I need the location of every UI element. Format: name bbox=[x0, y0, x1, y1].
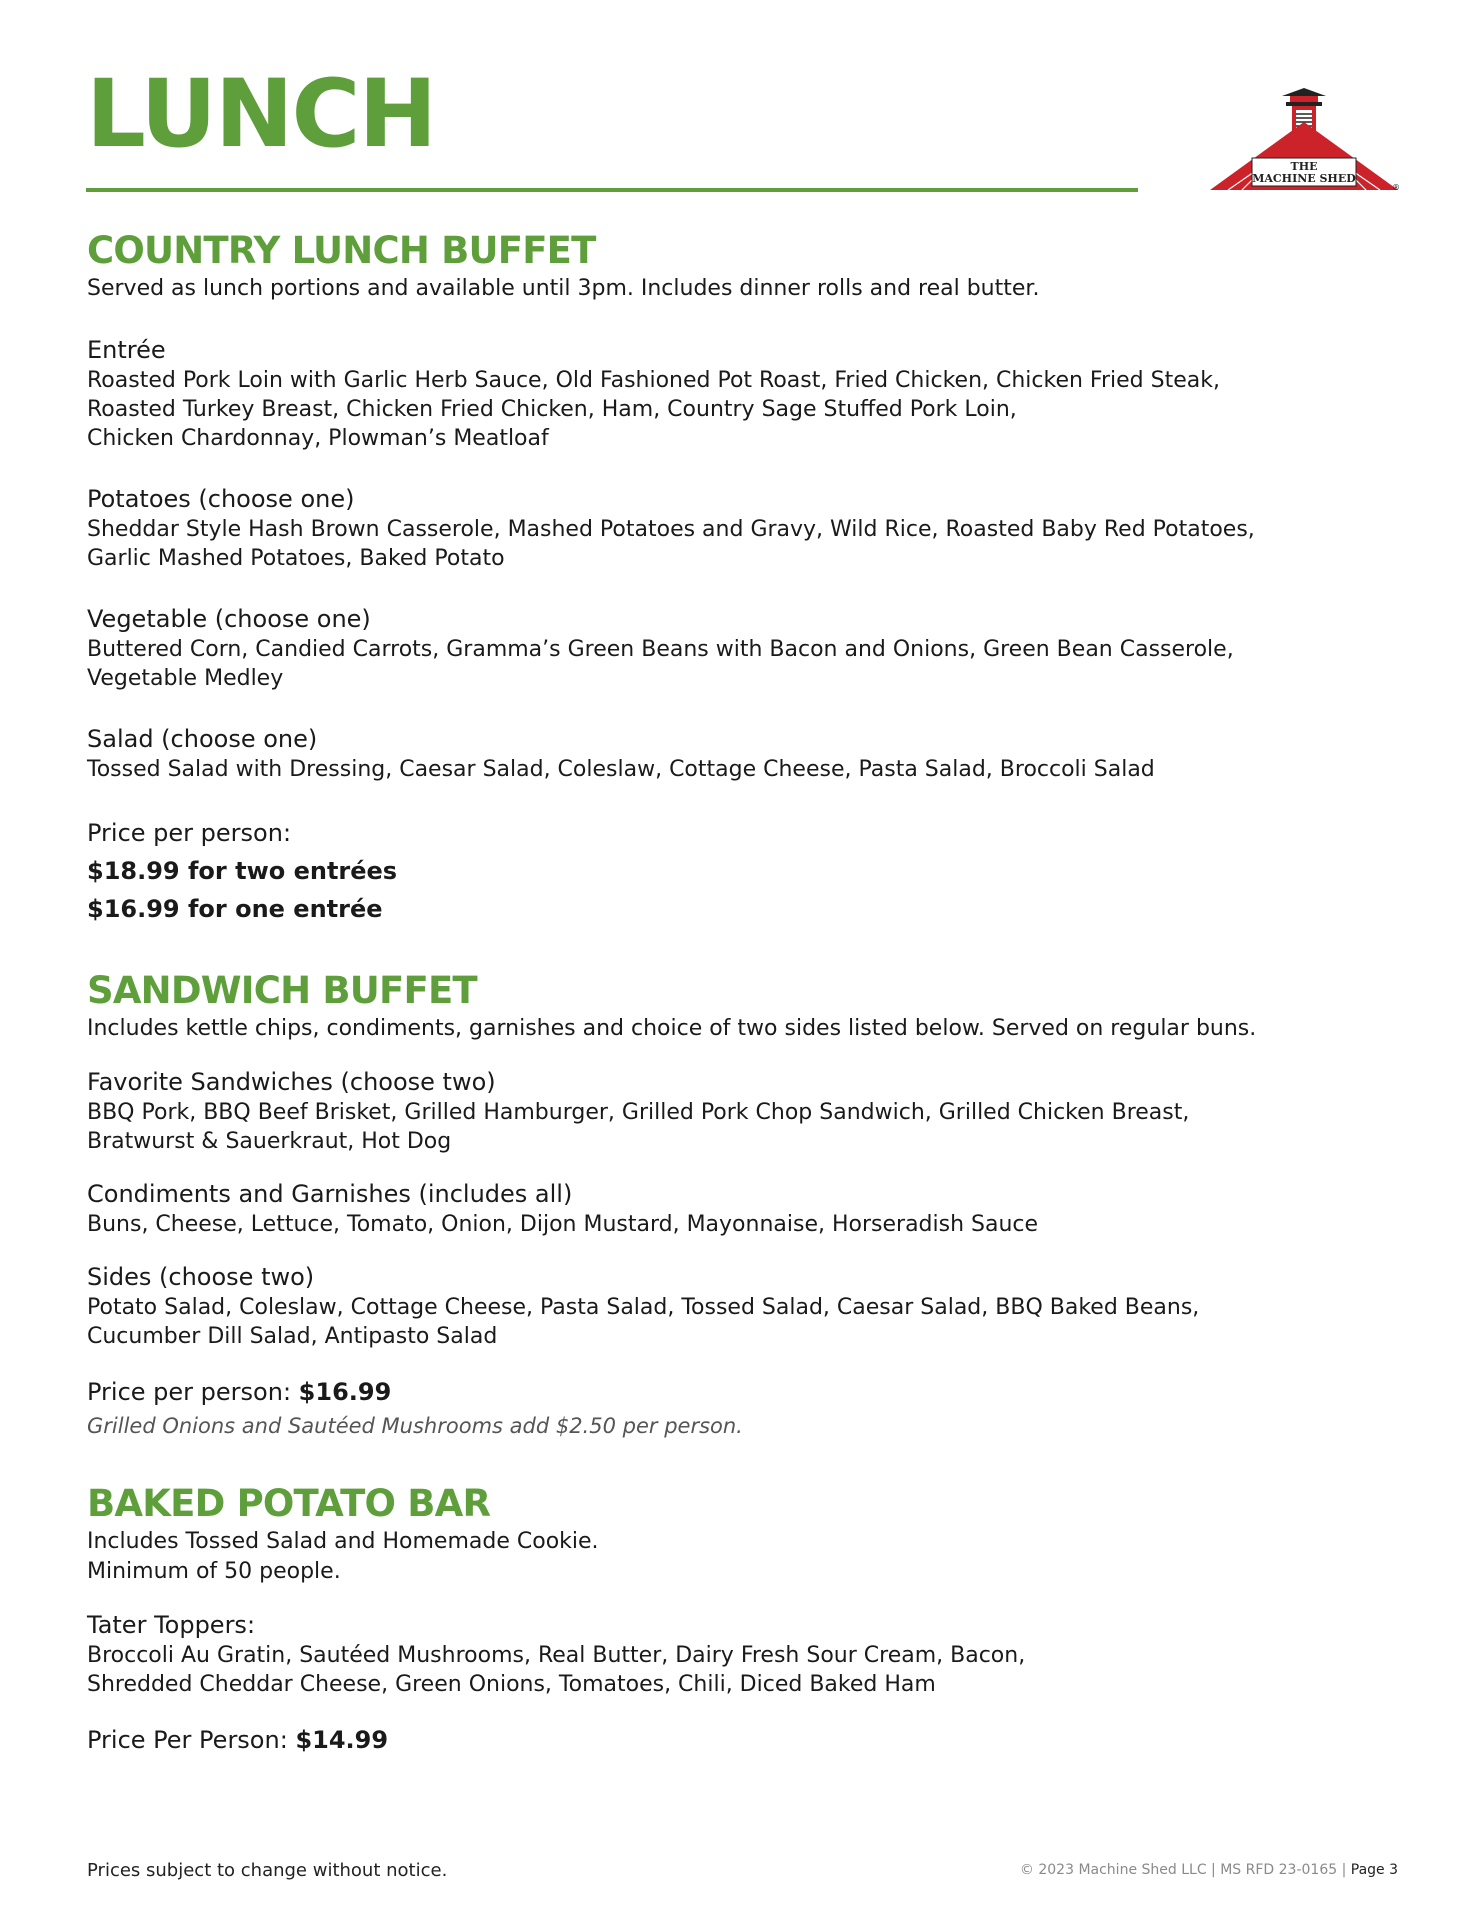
section-title: BAKED POTATO BAR bbox=[87, 1482, 491, 1525]
vegetable-line: Vegetable Medley bbox=[87, 666, 284, 691]
title-divider bbox=[86, 188, 1138, 192]
sides-line: Potato Salad, Coleslaw, Cottage Cheese, Pasta Salad, Tossed Salad, Caesar Salad, BBQ Baked Beans, bbox=[87, 1295, 1200, 1320]
toppers-heading: Tater Toppers: bbox=[87, 1611, 256, 1639]
price-label: Price per person: bbox=[87, 1378, 292, 1406]
logo-line2: MACHINE SHED bbox=[1252, 172, 1356, 185]
baked-potato-bar-section bbox=[87, 1481, 1407, 1759]
entree-heading: Entrée bbox=[87, 336, 166, 364]
potatoes-line: Garlic Mashed Potatoes, Baked Potato bbox=[87, 546, 505, 571]
section-intro: Minimum of 50 people. bbox=[87, 1559, 341, 1584]
price-label: Price per person: bbox=[87, 819, 292, 847]
sides-line: Cucumber Dill Salad, Antipasto Salad bbox=[87, 1324, 498, 1349]
copyright-text: © 2023 Machine Shed LLC | MS RFD 23-0165 | bbox=[1019, 1862, 1351, 1878]
price-line bbox=[87, 1721, 1407, 1759]
section-intro: Includes kettle chips, condiments, garnishes and choice of two sides listed below. Served on regular buns. bbox=[87, 1016, 1257, 1041]
favorites-line: BBQ Pork, BBQ Beef Brisket, Grilled Hamburger, Grilled Pork Chop Sandwich, Grilled Chicken Breast, bbox=[87, 1100, 1190, 1125]
price-value: $14.99 bbox=[295, 1726, 389, 1754]
price-label: Price Per Person: bbox=[87, 1726, 288, 1754]
potatoes-heading: Potatoes (choose one) bbox=[87, 485, 355, 513]
footer-disclaimer: Prices subject to change without notice. bbox=[87, 1860, 448, 1881]
section-title: SANDWICH BUFFET bbox=[87, 969, 477, 1012]
condiments-heading: Condiments and Garnishes (includes all) bbox=[87, 1180, 573, 1208]
favorites-line: Bratwurst & Sauerkraut, Hot Dog bbox=[87, 1129, 452, 1154]
section-intro: Served as lunch portions and available until 3pm. Includes dinner rolls and real butter. bbox=[87, 276, 1040, 301]
condiments-line: Buns, Cheese, Lettuce, Tomato, Onion, Dijon Mustard, Mayonnaise, Horseradish Sauce bbox=[87, 1212, 1039, 1237]
price-line bbox=[87, 1373, 1407, 1411]
page-number: Page 3 bbox=[1350, 1862, 1398, 1878]
entree-line: Chicken Chardonnay, Plowman’s Meatloaf bbox=[87, 426, 549, 451]
country-lunch-buffet-section bbox=[87, 228, 1407, 928]
entree-line: Roasted Pork Loin with Garlic Herb Sauce, Old Fashioned Pot Roast, Fried Chicken, Chicken Fried Steak, bbox=[87, 368, 1220, 393]
vegetable-heading: Vegetable (choose one) bbox=[87, 605, 371, 633]
potatoes-line: Sheddar Style Hash Brown Casserole, Mashed Potatoes and Gravy, Wild Rice, Roasted Baby Red Potatoes, bbox=[87, 517, 1255, 542]
salad-heading: Salad (choose one) bbox=[87, 725, 318, 753]
registered-mark: ® bbox=[1392, 183, 1400, 192]
salad-line: Tossed Salad with Dressing, Caesar Salad, Coleslaw, Cottage Cheese, Pasta Salad, Broccoli Salad bbox=[87, 757, 1155, 782]
favorites-heading: Favorite Sandwiches (choose two) bbox=[87, 1068, 496, 1096]
price-value: $16.99 bbox=[298, 1378, 392, 1406]
toppers-line: Broccoli Au Gratin, Sautéed Mushrooms, Real Butter, Dairy Fresh Sour Cream, Bacon, bbox=[87, 1643, 1026, 1668]
machine-shed-logo bbox=[1208, 86, 1400, 196]
price-one-entree: $16.99 for one entrée bbox=[87, 895, 383, 923]
entree-line: Roasted Turkey Breast, Chicken Fried Chicken, Ham, Country Sage Stuffed Pork Loin, bbox=[87, 397, 1017, 422]
page-title: LUNCH bbox=[86, 60, 436, 169]
logo-line1: THE bbox=[1290, 160, 1318, 173]
price-two-entrees: $18.99 for two entrées bbox=[87, 857, 398, 885]
sandwich-buffet-section bbox=[87, 968, 1407, 1441]
sides-heading: Sides (choose two) bbox=[87, 1263, 315, 1291]
section-intro: Includes Tossed Salad and Homemade Cookie. bbox=[87, 1529, 599, 1554]
footer-copyright bbox=[1020, 1862, 1398, 1878]
section-title: COUNTRY LUNCH BUFFET bbox=[87, 229, 596, 272]
toppers-line: Shredded Cheddar Cheese, Green Onions, Tomatoes, Chili, Diced Baked Ham bbox=[87, 1672, 936, 1697]
add-on-note: Grilled Onions and Sautéed Mushrooms add $2.50 per person. bbox=[87, 1414, 743, 1438]
menu-content bbox=[87, 228, 1407, 1759]
vegetable-line: Buttered Corn, Candied Carrots, Gramma’s Green Beans with Bacon and Onions, Green Bean Casserole, bbox=[87, 637, 1234, 662]
